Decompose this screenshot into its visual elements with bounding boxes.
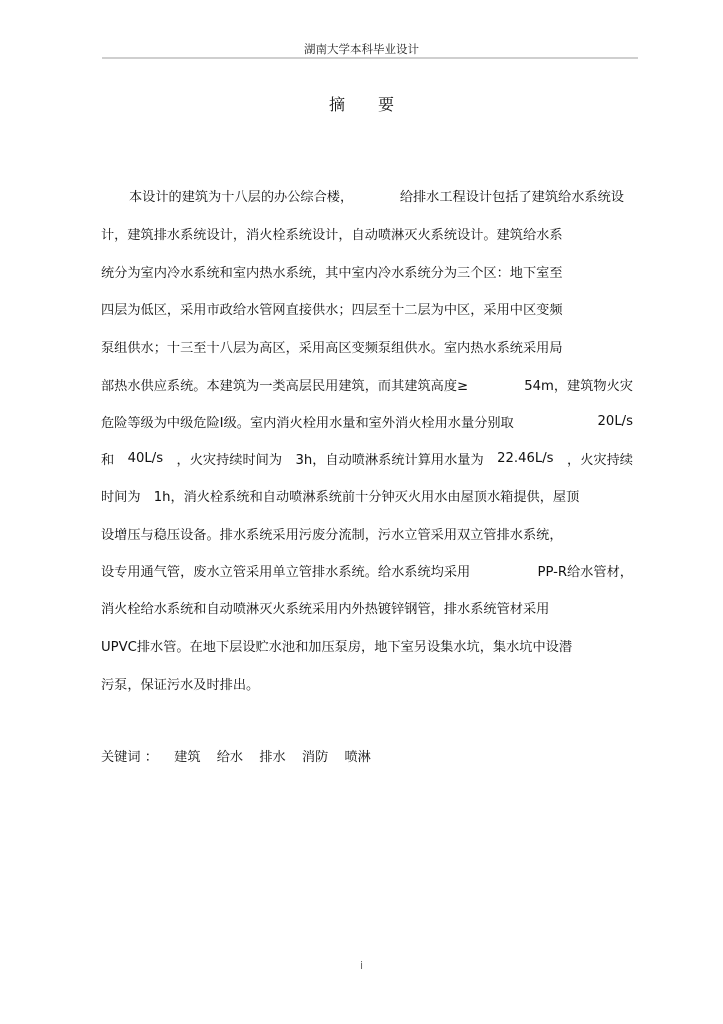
text-segment: 消火栓给水系统和自动喷淋灭火系统采用内外热镀锌钢管，排水系统管材采用 xyxy=(101,601,550,617)
paragraph-line xyxy=(101,485,633,505)
paragraph-line xyxy=(101,597,633,617)
text-segment: 统分为室内冷水系统和室内热水系统，其中室内冷水系统分为三个区：地下室至 xyxy=(101,265,563,281)
text-segment: 54m，建筑物火灾 xyxy=(524,378,633,394)
keyword: 排水 xyxy=(259,750,286,765)
text-segment: 设增压与稳压设备。排水系统采用污废分流制，污水立管采用双立管排水系统， xyxy=(101,527,563,543)
paragraph-line xyxy=(101,223,633,243)
keywords-label: 关键词 ： xyxy=(101,750,158,765)
paragraph-line xyxy=(101,673,633,693)
paragraph-line xyxy=(101,374,633,394)
text-segment: UPVC排水管。在地下层设贮水池和加压泵房，地下室另设集水坑，集水坑中设潜 xyxy=(101,639,573,655)
keyword: 建筑 xyxy=(174,750,201,765)
page-number: i xyxy=(359,959,364,972)
text-segment: PP-R给水管材， xyxy=(537,564,633,580)
title-char-2: 要 xyxy=(378,95,395,114)
keywords-line xyxy=(101,746,383,765)
text-segment: ，火灾持续时间为 xyxy=(176,452,283,468)
running-header: 湖南大学本科毕业设计 xyxy=(304,42,419,56)
text-segment: 泵组供水；十三至十八层为高区，采用高区变频泵组供水。室内热水系统采用局 xyxy=(101,340,563,356)
text-segment: 3h，自动喷淋系统计算用水量为 xyxy=(295,452,484,468)
paragraph-line xyxy=(101,336,633,356)
text-segment: 计，建筑排水系统设计，消火栓系统设计，自动喷淋灭火系统设计。建筑给水系 xyxy=(101,227,563,243)
paragraph-line xyxy=(101,635,633,655)
text-segment: 部热水供应系统。本建筑为一类高层民用建筑，而其建筑高度≥ xyxy=(101,378,469,394)
paragraph-line xyxy=(101,448,633,468)
paragraph-line xyxy=(101,523,633,543)
title-char-1: 摘 xyxy=(328,95,345,114)
paragraph-line xyxy=(101,261,633,281)
keyword: 给水 xyxy=(216,750,244,765)
text-segment: 时间为 1h，消火栓系统和自动喷淋系统前十分钟灭火用水由屋顶水箱提供，屋顶 xyxy=(101,489,580,505)
page-title xyxy=(0,92,723,115)
text-segment: 四层为低区，采用市政给水管网直接供水；四层至十二层为中区，采用中区变频 xyxy=(101,302,563,318)
text-segment: 本设计的建筑为十八层的办公综合楼， xyxy=(129,189,354,205)
text-segment: 给排水工程设计包括了建筑给水系统设 xyxy=(399,189,624,205)
text-segment: 和 xyxy=(101,452,115,468)
paragraph-line xyxy=(101,298,633,318)
paragraph-line xyxy=(101,560,633,580)
keyword: 消防 xyxy=(301,750,329,765)
text-segment: 20L/s xyxy=(597,413,633,429)
keyword: 喷淋 xyxy=(344,750,371,765)
text-segment: 设专用通气管，废水立管采用单立管排水系统。给水系统均采用 xyxy=(101,564,471,580)
text-segment: 污泵，保证污水及时排出。 xyxy=(101,677,260,693)
text-segment: 22.46L/s xyxy=(497,450,554,466)
text-segment: 40L/s xyxy=(127,450,164,466)
paragraph-line xyxy=(129,185,624,205)
text-segment: 危险等级为中级危险Ⅰ级。室内消火栓用水量和室外消火栓用水量分别取 xyxy=(101,415,514,431)
header-divider xyxy=(102,57,638,59)
text-segment: ，火灾持续 xyxy=(567,452,633,468)
paragraph-line xyxy=(101,411,633,431)
